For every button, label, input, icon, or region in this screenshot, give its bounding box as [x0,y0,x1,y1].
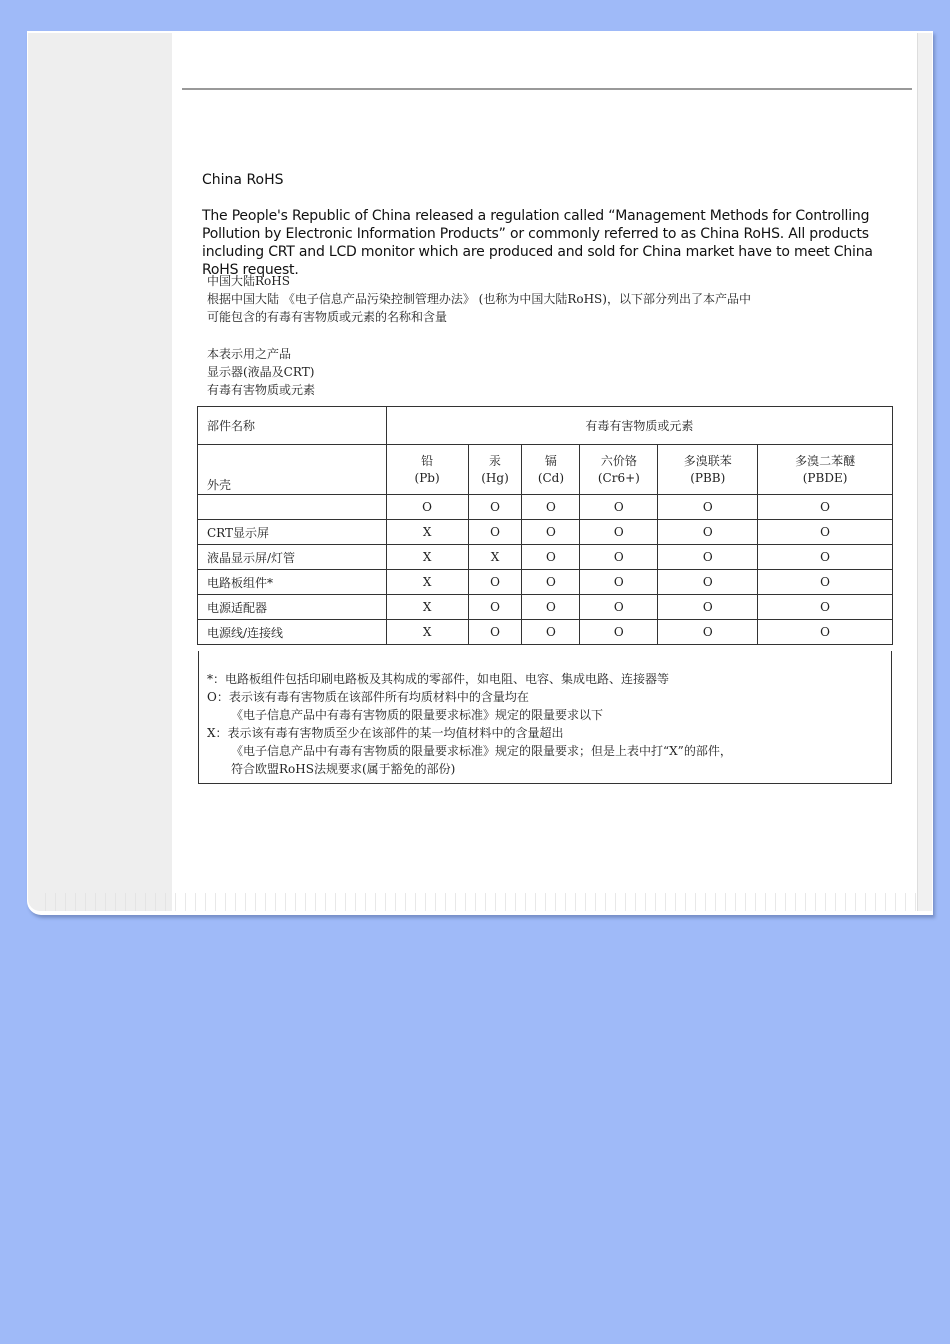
page-title: China RoHS [202,172,284,188]
value-cell: O [522,520,580,545]
cn-intro-block [207,272,897,326]
substance-cd: 镉 (Cd) [522,445,580,495]
value-cell: O [580,595,658,620]
substance-subheader-row [198,445,893,495]
value-cell: O [658,570,758,595]
intro-paragraph: The People's Republic of China released a regulation called “Management Methods for Controlling Pollution by Electronic Information Products” or commonly referred to as China RoHS. All products including CRT and LCD monitor which are produced and sold for China market have to meet China RoHS request. [202,208,873,278]
part-name-header: 部件名称 [198,407,387,445]
table-header-row [198,407,893,445]
value-cell: O [522,495,580,520]
value-cell: X [386,545,468,570]
cn-intro-line: 中国大陆RoHS [207,274,290,288]
part-cell: 电源适配器 [198,595,387,620]
value-cell: O [758,620,893,645]
note-line: *：电路板组件包括印刷电路板及其构成的零部件，如电阻、电容、集成电路、连接器等 [207,672,670,686]
substance-hg: 汞 (Hg) [468,445,522,495]
table-row [198,495,893,520]
cn-intro-line: 可能包含的有毒有害物质或元素的名称和含量 [207,310,448,324]
table-notes [198,651,892,784]
value-cell: X [386,570,468,595]
left-sidebar [28,33,172,911]
note-line: 《电子信息产品中有毒有害物质的限量要求标准》规定的限量要求以下 [231,708,604,722]
value-cell: O [658,595,758,620]
value-cell: X [386,520,468,545]
spacer-cell [198,495,387,520]
hazardous-substance-table [197,406,893,645]
part-cell: 液晶显示屏/灯管 [198,545,387,570]
value-cell: X [386,595,468,620]
value-cell: O [522,545,580,570]
table-row [198,520,893,545]
value-cell: O [658,520,758,545]
value-cell: O [758,520,893,545]
value-cell: O [468,520,522,545]
substance-pbde: 多溴二苯醚 (PBDE) [758,445,893,495]
value-cell: X [386,620,468,645]
right-scroll-strip[interactable] [917,33,932,911]
value-cell: O [758,545,893,570]
value-cell: O [580,520,658,545]
cn-scope-line: 显示器(液晶及CRT) [207,365,315,379]
note-line: X：表示该有毒有害物质至少在该部件的某一均值材料中的含量超出 [207,726,564,740]
value-cell: O [386,495,468,520]
part-cell: 电源线/连接线 [198,620,387,645]
note-line: 《电子信息产品中有毒有害物质的限量要求标准》规定的限量要求；但是上表中打“X”的部件， [231,744,732,758]
footer-dashed-border [36,893,916,911]
value-cell: O [522,620,580,645]
part-cell: 电路板组件* [198,570,387,595]
part-cell: CRT显示屏 [198,520,387,545]
value-cell: O [468,570,522,595]
value-cell: O [658,495,758,520]
value-cell: O [580,545,658,570]
value-cell: O [758,495,893,520]
value-cell: O [658,620,758,645]
value-cell: O [468,595,522,620]
part-cell: 外壳 [198,445,387,495]
value-cell: O [580,570,658,595]
substance-pbb: 多溴联苯 (PBB) [658,445,758,495]
table-row [198,570,893,595]
value-cell: O [522,595,580,620]
substance-cr6: 六价铬 (Cr6+) [580,445,658,495]
table-row [198,545,893,570]
substance-pb: 铅 (Pb) [386,445,468,495]
note-line: 符合欧盟RoHS法规要求(属于豁免的部份) [231,762,456,776]
header-divider [182,88,912,90]
value-cell: X [468,545,522,570]
value-cell: O [758,570,893,595]
table-row [198,595,893,620]
value-cell: O [468,620,522,645]
table-row [198,620,893,645]
value-cell: O [580,620,658,645]
value-cell: O [468,495,522,520]
substance-header: 有毒有害物质或元素 [386,407,892,445]
value-cell: O [658,545,758,570]
cn-scope-line: 本表示用之产品 [207,347,292,361]
value-cell: O [758,595,893,620]
cn-scope-line: 有毒有害物质或元素 [207,383,316,397]
value-cell: O [522,570,580,595]
note-line: O：表示该有毒有害物质在该部件所有均质材料中的含量均在 [207,690,529,704]
cn-intro-line: 根据中国大陆 《电子信息产品污染控制管理办法》 (也称为中国大陆RoHS)，以下部分列出了本产品中 [207,292,751,306]
value-cell: O [580,495,658,520]
cn-scope-block [207,345,315,399]
